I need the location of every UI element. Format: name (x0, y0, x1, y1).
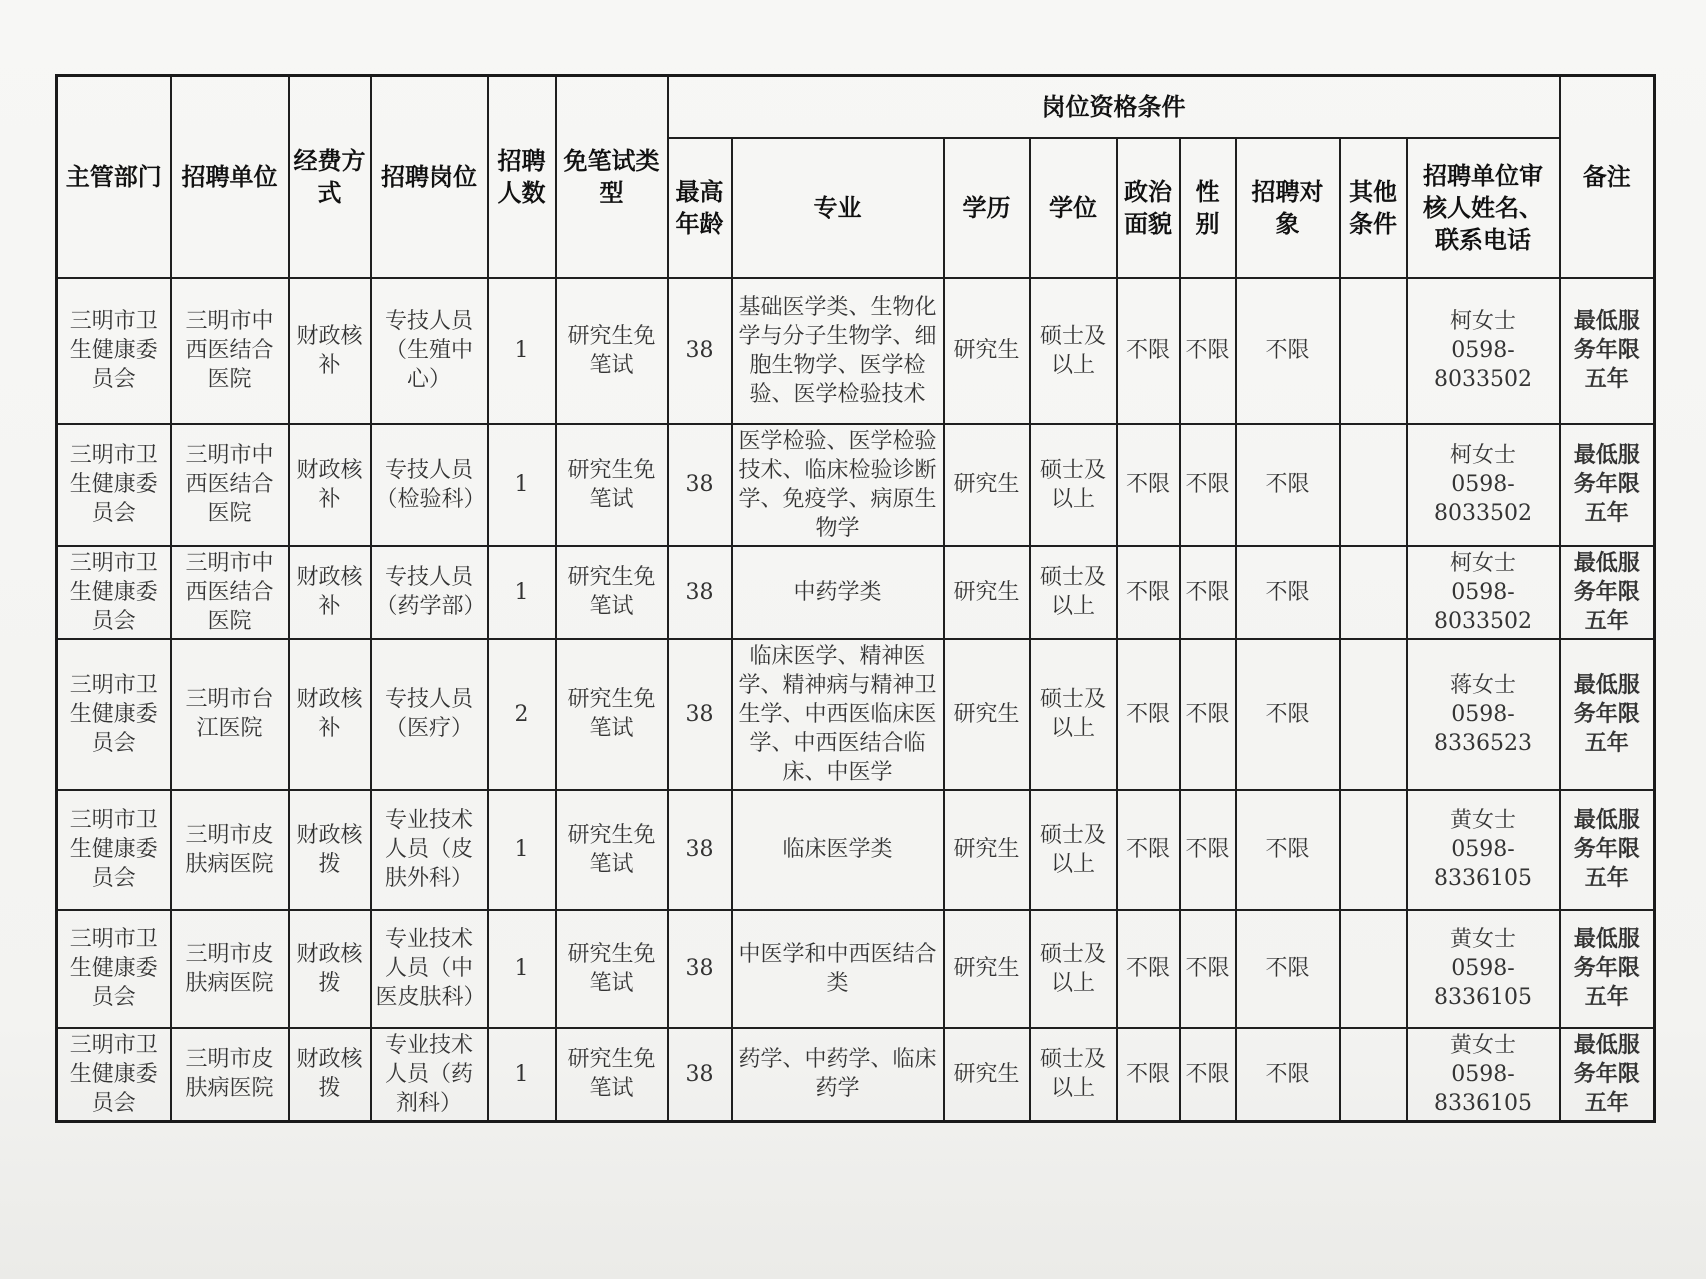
cell-unit: 三明市中西医结合医院 (171, 278, 289, 424)
recruitment-table (55, 74, 1656, 1123)
cell-note: 最低服务年限五年 (1560, 910, 1655, 1028)
cell-funding: 财政核拨 (289, 1028, 371, 1122)
cell-unit: 三明市皮肤病医院 (171, 910, 289, 1028)
cell-target: 不限 (1236, 546, 1340, 639)
cell-major: 中医学和中西医结合类 (732, 910, 944, 1028)
cell-note: 最低服务年限五年 (1560, 639, 1655, 790)
cell-education: 研究生 (944, 424, 1030, 546)
table-header (57, 76, 1655, 278)
header-exam: 免笔试类型 (556, 76, 668, 278)
cell-gender: 不限 (1180, 278, 1236, 424)
cell-education: 研究生 (944, 639, 1030, 790)
cell-funding: 财政核补 (289, 278, 371, 424)
contact-name: 黄女士 (1450, 808, 1517, 833)
cell-gender: 不限 (1180, 639, 1236, 790)
cell-target: 不限 (1236, 639, 1340, 790)
cell-exam: 研究生免笔试 (556, 790, 668, 910)
cell-count: 1 (488, 790, 556, 910)
cell-education: 研究生 (944, 278, 1030, 424)
contact-name: 柯女士 (1450, 309, 1517, 334)
cell-major: 医学检验、医学检验技术、临床检验诊断学、免疫学、病原生物学 (732, 424, 944, 546)
cell-unit: 三明市中西医结合医院 (171, 424, 289, 546)
cell-age: 38 (668, 1028, 732, 1122)
cell-dept: 三明市卫生健康委员会 (57, 639, 171, 790)
cell-post: 专业技术人员（皮肤外科） (371, 790, 488, 910)
cell-exam: 研究生免笔试 (556, 424, 668, 546)
contact-phone: 0598-8336523 (1434, 701, 1532, 756)
cell-contact (1407, 278, 1560, 424)
contact-phone: 0598-8033502 (1434, 472, 1532, 526)
cell-age: 38 (668, 546, 732, 639)
cell-contact (1407, 424, 1560, 546)
cell-degree: 硕士及以上 (1030, 910, 1117, 1028)
table-row (57, 910, 1655, 1028)
cell-gender: 不限 (1180, 910, 1236, 1028)
header-other: 其他条件 (1340, 138, 1407, 278)
cell-note: 最低服务年限五年 (1560, 278, 1655, 424)
cell-dept: 三明市卫生健康委员会 (57, 790, 171, 910)
cell-funding: 财政核拨 (289, 910, 371, 1028)
contact-name: 柯女士 (1450, 550, 1517, 576)
cell-funding: 财政核补 (289, 639, 371, 790)
cell-other (1340, 278, 1407, 424)
cell-degree: 硕士及以上 (1030, 278, 1117, 424)
cell-contact (1407, 546, 1560, 639)
cell-target: 不限 (1236, 790, 1340, 910)
cell-dept: 三明市卫生健康委员会 (57, 278, 171, 424)
cell-dept: 三明市卫生健康委员会 (57, 1028, 171, 1122)
cell-target: 不限 (1236, 910, 1340, 1028)
cell-post: 专技人员（生殖中心） (371, 278, 488, 424)
cell-degree: 硕士及以上 (1030, 639, 1117, 790)
cell-note: 最低服务年限五年 (1560, 1028, 1655, 1122)
contact-phone: 0598-8336105 (1434, 956, 1532, 1010)
contact-phone: 0598-8033502 (1434, 338, 1532, 392)
cell-age: 38 (668, 424, 732, 546)
cell-politics: 不限 (1117, 639, 1180, 790)
cell-count: 1 (488, 1028, 556, 1122)
cell-target: 不限 (1236, 424, 1340, 546)
table-row (57, 424, 1655, 546)
cell-major: 药学、中药学、临床药学 (732, 1028, 944, 1122)
cell-note: 最低服务年限五年 (1560, 424, 1655, 546)
cell-gender: 不限 (1180, 546, 1236, 639)
cell-age: 38 (668, 639, 732, 790)
cell-major: 临床医学类 (732, 790, 944, 910)
header-unit: 招聘单位 (171, 76, 289, 278)
table-body (57, 278, 1655, 1122)
header-count: 招聘人数 (488, 76, 556, 278)
cell-contact (1407, 639, 1560, 790)
cell-exam: 研究生免笔试 (556, 278, 668, 424)
header-funding: 经费方式 (289, 76, 371, 278)
cell-unit: 三明市皮肤病医院 (171, 790, 289, 910)
table-row (57, 546, 1655, 639)
cell-politics: 不限 (1117, 424, 1180, 546)
cell-count: 1 (488, 546, 556, 639)
cell-post: 专技人员（药学部） (371, 546, 488, 639)
cell-contact (1407, 1028, 1560, 1122)
cell-post: 专业技术人员（中医皮肤科） (371, 910, 488, 1028)
cell-education: 研究生 (944, 790, 1030, 910)
cell-exam: 研究生免笔试 (556, 546, 668, 639)
contact-phone: 0598-8033502 (1434, 579, 1532, 634)
contact-name: 黄女士 (1450, 927, 1517, 952)
cell-education: 研究生 (944, 546, 1030, 639)
cell-degree: 硕士及以上 (1030, 790, 1117, 910)
cell-other (1340, 546, 1407, 639)
cell-politics: 不限 (1117, 1028, 1180, 1122)
cell-post: 专业技术人员（药剂科） (371, 1028, 488, 1122)
cell-count: 2 (488, 639, 556, 790)
header-note: 备注 (1560, 76, 1655, 278)
cell-target: 不限 (1236, 1028, 1340, 1122)
cell-note: 最低服务年限五年 (1560, 790, 1655, 910)
cell-age: 38 (668, 278, 732, 424)
cell-major: 中药学类 (732, 546, 944, 639)
table-row (57, 790, 1655, 910)
cell-dept: 三明市卫生健康委员会 (57, 546, 171, 639)
contact-phone: 0598-8336105 (1434, 1061, 1532, 1116)
cell-education: 研究生 (944, 1028, 1030, 1122)
contact-name: 柯女士 (1450, 443, 1517, 468)
cell-major: 基础医学类、生物化学与分子生物学、细胞生物学、医学检验、医学检验技术 (732, 278, 944, 424)
cell-count: 1 (488, 424, 556, 546)
header-age: 最高年龄 (668, 138, 732, 278)
cell-post: 专技人员（检验科） (371, 424, 488, 546)
header-dept: 主管部门 (57, 76, 171, 278)
cell-contact (1407, 790, 1560, 910)
cell-exam: 研究生免笔试 (556, 910, 668, 1028)
cell-funding: 财政核拨 (289, 790, 371, 910)
table-row (57, 639, 1655, 790)
cell-dept: 三明市卫生健康委员会 (57, 910, 171, 1028)
header-post: 招聘岗位 (371, 76, 488, 278)
cell-target: 不限 (1236, 278, 1340, 424)
table-row (57, 1028, 1655, 1122)
cell-count: 1 (488, 910, 556, 1028)
contact-name: 蒋女士 (1450, 672, 1517, 698)
cell-degree: 硕士及以上 (1030, 424, 1117, 546)
header-target: 招聘对象 (1236, 138, 1340, 278)
cell-other (1340, 790, 1407, 910)
cell-degree: 硕士及以上 (1030, 546, 1117, 639)
cell-contact (1407, 910, 1560, 1028)
table-row (57, 278, 1655, 424)
cell-note: 最低服务年限五年 (1560, 546, 1655, 639)
cell-other (1340, 424, 1407, 546)
cell-dept: 三明市卫生健康委员会 (57, 424, 171, 546)
cell-degree: 硕士及以上 (1030, 1028, 1117, 1122)
header-degree: 学位 (1030, 138, 1117, 278)
cell-education: 研究生 (944, 910, 1030, 1028)
contact-phone: 0598-8336105 (1434, 837, 1532, 891)
cell-politics: 不限 (1117, 278, 1180, 424)
cell-funding: 财政核补 (289, 424, 371, 546)
cell-exam: 研究生免笔试 (556, 639, 668, 790)
cell-count: 1 (488, 278, 556, 424)
cell-gender: 不限 (1180, 790, 1236, 910)
contact-name: 黄女士 (1450, 1032, 1517, 1058)
cell-gender: 不限 (1180, 424, 1236, 546)
cell-politics: 不限 (1117, 910, 1180, 1028)
cell-age: 38 (668, 790, 732, 910)
cell-gender: 不限 (1180, 1028, 1236, 1122)
header-major: 专业 (732, 138, 944, 278)
cell-post: 专技人员（医疗） (371, 639, 488, 790)
cell-unit: 三明市中西医结合医院 (171, 546, 289, 639)
cell-unit: 三明市台江医院 (171, 639, 289, 790)
header-gender: 性别 (1180, 138, 1236, 278)
cell-other (1340, 639, 1407, 790)
cell-politics: 不限 (1117, 790, 1180, 910)
cell-unit: 三明市皮肤病医院 (171, 1028, 289, 1122)
cell-other (1340, 1028, 1407, 1122)
header-politics: 政治面貌 (1117, 138, 1180, 278)
cell-age: 38 (668, 910, 732, 1028)
cell-politics: 不限 (1117, 546, 1180, 639)
header-contact: 招聘单位审核人姓名、联系电话 (1407, 138, 1560, 278)
cell-other (1340, 910, 1407, 1028)
cell-exam: 研究生免笔试 (556, 1028, 668, 1122)
header-qualifications: 岗位资格条件 (668, 76, 1560, 138)
header-education: 学历 (944, 138, 1030, 278)
cell-funding: 财政核补 (289, 546, 371, 639)
cell-major: 临床医学、精神医学、精神病与精神卫生学、中西医临床医学、中西医结合临床、中医学 (732, 639, 944, 790)
